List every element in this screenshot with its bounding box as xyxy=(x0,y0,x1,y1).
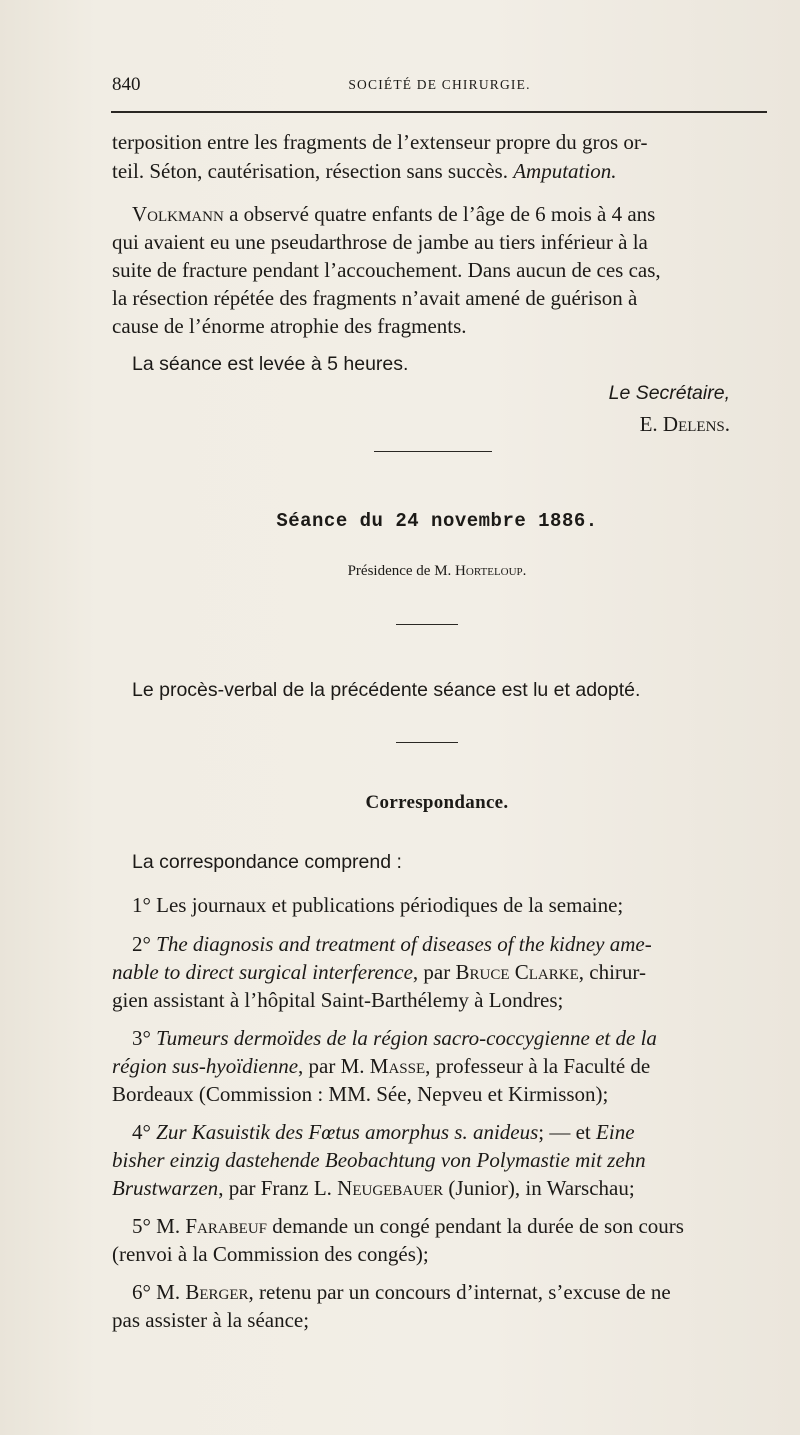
item4-title4: Brustwarzen xyxy=(112,1176,219,1200)
item4-num: 4° xyxy=(132,1120,157,1144)
author-neugebauer: Neugebauer xyxy=(337,1176,444,1200)
author-berger: Berger xyxy=(185,1280,249,1304)
para2-line4: la résection répétée des fragments n’avait amené de guérison à xyxy=(112,286,638,310)
item3-line2 xyxy=(112,1052,762,1080)
para2-line1 xyxy=(112,200,762,228)
section-divider-3 xyxy=(396,742,458,743)
correspondance-intro: La correspondance comprend : xyxy=(132,851,402,873)
amputation-word: Amputation. xyxy=(513,159,617,183)
item2-title1: The diagnosis and treatment of diseases of the kidney ame- xyxy=(156,932,652,956)
para2-line2: qui avaient eu une pseudarthrose de jambe au tiers inférieur à la xyxy=(112,230,648,254)
author-farabeuf: Farabeuf xyxy=(185,1214,268,1238)
page-header xyxy=(112,74,767,98)
minutes-line: Le procès-verbal de la précédente séance est lu et adopté. xyxy=(132,679,641,701)
correspondance-heading: Correspondance. xyxy=(365,792,509,813)
item4-by: , par Franz L. xyxy=(218,1176,338,1200)
item3-title1: Tumeurs dermoïdes de la région sacro-coccygienne et de la xyxy=(156,1026,657,1050)
para2-line3: suite de fracture pendant l’accouchement. Dans aucun de ces cas, xyxy=(112,258,661,282)
signature-name: Delens. xyxy=(662,412,730,436)
item4-title1: Zur Kasuistik des Fœtus amorphus s. anideus xyxy=(156,1120,539,1144)
author-masse: Masse xyxy=(369,1054,426,1078)
item4-line1 xyxy=(112,1118,762,1146)
item6-num: 6° M. xyxy=(132,1280,186,1304)
section-divider-2 xyxy=(396,624,458,625)
para2-line5: cause de l’énorme atrophie des fragments. xyxy=(112,314,467,338)
presidence-line xyxy=(112,563,762,580)
presidence-prefix: Présidence de M. xyxy=(347,563,456,579)
item4-mid: ; — et xyxy=(538,1120,597,1144)
item4-title2: Eine xyxy=(596,1120,635,1144)
president-name: Horteloup. xyxy=(455,563,527,579)
item4-line3 xyxy=(112,1174,762,1202)
author-bruce-clarke: Bruce Clarke xyxy=(455,960,579,984)
item3-line1 xyxy=(112,1024,762,1052)
para1-line1: terposition entre les fragments de l’extenseur propre du gros or- xyxy=(112,130,648,154)
item2-title2: nable to direct surgical interference xyxy=(112,960,413,984)
signature-initial: E. xyxy=(639,412,663,436)
item2-line3: gien assistant à l’hôpital Saint-Barthélemy à Londres; xyxy=(112,988,564,1012)
item4-rest: (Junior), in Warschau; xyxy=(443,1176,635,1200)
running-title: SOCIÉTÉ DE CHIRURGIE. xyxy=(348,77,531,92)
item2-line2 xyxy=(112,958,762,986)
para2-line1-rest: a observé quatre enfants de l’âge de 6 mois à 4 ans xyxy=(223,202,656,226)
item3-by: , par M. xyxy=(298,1054,370,1078)
adjourn-line: La séance est levée à 5 heures. xyxy=(132,353,409,375)
section-divider-1 xyxy=(374,451,492,452)
item5-line1 xyxy=(112,1212,762,1240)
item6-line2: pas assister à la séance; xyxy=(112,1308,310,1332)
secretary-role: Le Secrétaire, xyxy=(608,382,730,404)
item3-rest1: , professeur à la Faculté de xyxy=(425,1054,651,1078)
item4-line2: bisher einzig dastehende Beobachtung von Polymastie mit zehn xyxy=(112,1148,646,1172)
item3-title2: région sus-hyoïdienne xyxy=(112,1054,299,1078)
item6-rest1: , retenu par un concours d’internat, s’excuse de ne xyxy=(248,1280,671,1304)
para1-line2-text: teil. Séton, cautérisation, résection sans succès. xyxy=(112,159,514,183)
para1-line2 xyxy=(112,157,762,185)
item6-line1 xyxy=(112,1278,762,1306)
seance-title: Séance du 24 novembre 1886. xyxy=(276,510,598,532)
item5-rest1: demande un congé pendant la durée de son cours xyxy=(267,1214,684,1238)
secretary-signature xyxy=(640,410,730,438)
author-volkmann: Volkmann xyxy=(132,202,224,226)
item2-rest1: , chirur- xyxy=(578,960,646,984)
item5-line2: (renvoi à la Commission des congés); xyxy=(112,1242,429,1266)
item3-line3: Bordeaux (Commission : MM. Sée, Nepveu et Kirmisson); xyxy=(112,1082,609,1106)
item5-num: 5° M. xyxy=(132,1214,186,1238)
page-number: 840 xyxy=(112,74,141,95)
item3-num: 3° xyxy=(132,1026,157,1050)
item2-by: , par xyxy=(412,960,456,984)
item2-line1 xyxy=(112,930,762,958)
item1: 1° Les journaux et publications périodiques de la semaine; xyxy=(132,893,624,917)
item2-num: 2° xyxy=(132,932,157,956)
header-rule xyxy=(111,111,767,113)
